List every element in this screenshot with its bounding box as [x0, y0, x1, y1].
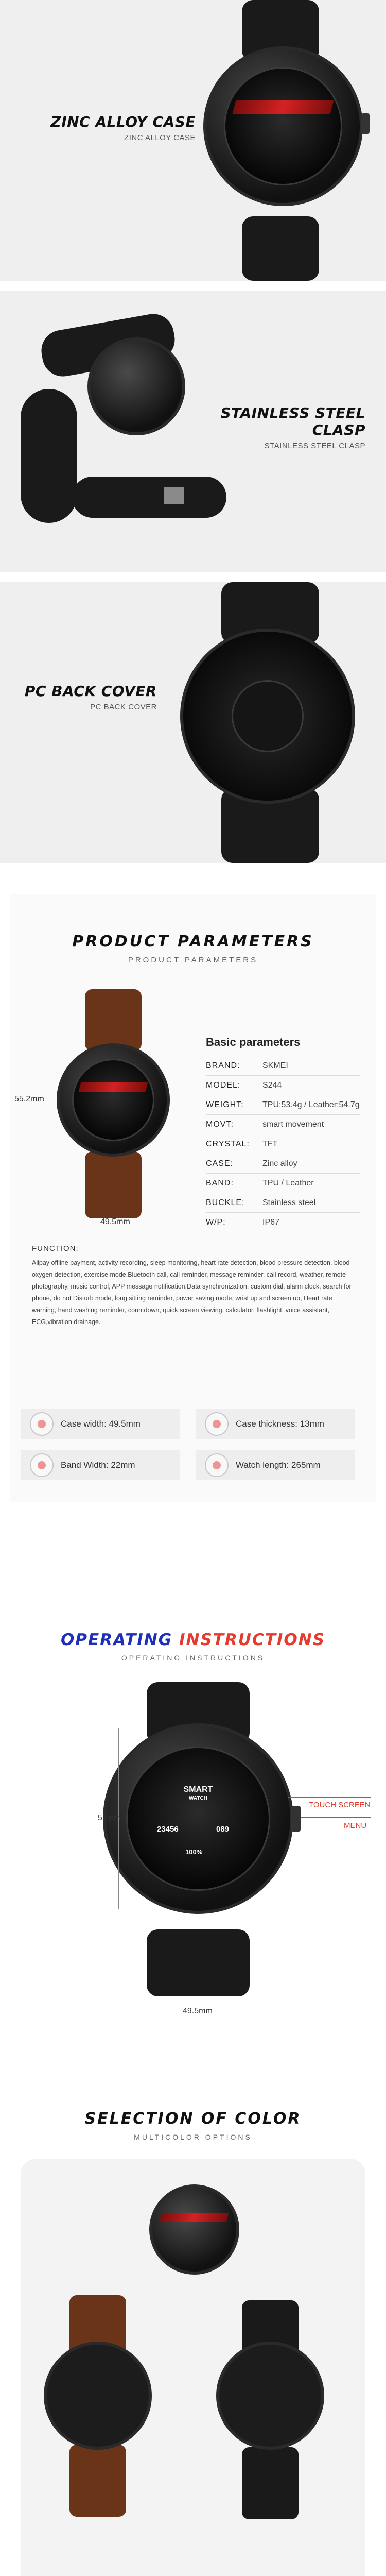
dial-brand-sub: WATCH [189, 1795, 207, 1801]
heart-rate-value: 089 [216, 1825, 230, 1834]
ops-title: OPERATING INSTRUCTIONS [60, 1631, 326, 1649]
param-row: WEIGHT: TPU:53.4g / Leather:54.7g [206, 1095, 360, 1115]
feature-title: STAINLESS STEEL CLASP [220, 404, 365, 438]
feature-zinc-case [0, 0, 386, 281]
spec-card-watch-length: Watch length: 265mm [196, 1450, 355, 1480]
leather-strap-top [85, 989, 142, 1051]
selection-of-color [0, 2074, 386, 2576]
height-label: 55.2mm [14, 1095, 44, 1104]
feature-title-block [0, 683, 157, 711]
watch-strap-bottom [72, 477, 226, 518]
colors-subtitle: MULTICOLOR OPTIONS [134, 2133, 252, 2141]
watch-length-icon [205, 1453, 229, 1477]
watch-dial [72, 1059, 154, 1141]
param-row: CASE: Zinc alloy [206, 1154, 360, 1174]
spec-card-case-thickness: Case thickness: 13mm [196, 1409, 355, 1439]
watch-screen[interactable] [126, 1747, 270, 1891]
params-title: PRODUCT PARAMETERS [72, 933, 314, 951]
feature-steel-clasp [0, 291, 386, 572]
tpu-strap-bottom [242, 2447, 299, 2519]
watch-crown [361, 113, 370, 134]
sensor-area [232, 680, 304, 752]
leather-strap-bottom [69, 2445, 126, 2517]
param-row: MOVT: smart movement [206, 1115, 360, 1134]
param-row: BAND: TPU / Leather [206, 1174, 360, 1193]
feature-subtitle: PC BACK COVER [90, 703, 157, 711]
param-row: CRYSTAL: TFT [206, 1134, 360, 1154]
spec-card-band-width: Band Width: 22mm [21, 1450, 180, 1480]
dial-brand: SMART [183, 1785, 213, 1794]
watch-strap-loop [21, 389, 77, 523]
touch-screen-label: TOUCH SCREEN [309, 1801, 371, 1809]
operating-instructions [0, 1538, 386, 2074]
feature-title-block [31, 113, 196, 142]
case-thickness-icon [205, 1412, 229, 1436]
param-row: BRAND: SKMEI [206, 1056, 360, 1076]
spec-card-case-width: Case width: 49.5mm [21, 1409, 180, 1439]
watch-strap-bottom [147, 1929, 250, 1996]
leather-variant-case [44, 2342, 152, 2450]
band-width-icon [30, 1453, 54, 1477]
watch-dial [224, 67, 342, 185]
feature-title-block [170, 404, 365, 450]
width-label: 49.5mm [183, 2007, 213, 2015]
dial-red-band [78, 1082, 148, 1092]
feature-pc-back [0, 582, 386, 863]
function-title: FUNCTION: [32, 1244, 79, 1253]
colors-title: SELECTION OF COLOR [84, 2110, 302, 2128]
dial-preview [149, 2184, 239, 2275]
param-row: BUCKLE: Stainless steel [206, 1193, 360, 1213]
dial-red-band [233, 100, 334, 114]
touch-screen-line [288, 1797, 371, 1798]
feature-subtitle: STAINLESS STEEL CLASP [264, 442, 365, 450]
param-row: W/P: IP67 [206, 1213, 360, 1232]
feature-subtitle: ZINC ALLOY CASE [124, 133, 196, 142]
case-width-icon [30, 1412, 54, 1436]
params-subtitle: PRODUCT PARAMETERS [128, 956, 258, 964]
menu-crown-button[interactable] [291, 1806, 301, 1832]
ops-subtitle: OPERATING INSTRUCTIONS [121, 1654, 265, 1662]
menu-line [301, 1817, 371, 1818]
param-row: MODEL: S244 [206, 1076, 360, 1095]
basic-params-title: Basic parameters [206, 1036, 301, 1048]
menu-label: MENU [344, 1821, 367, 1830]
watch-strap-bottom [242, 216, 319, 281]
battery-value: 100% [185, 1848, 203, 1856]
steel-clasp [164, 487, 184, 504]
height-label: 53mm [98, 1814, 121, 1822]
feature-title: PC BACK COVER [24, 683, 157, 700]
product-parameters [0, 873, 386, 1538]
leather-strap-bottom [85, 1151, 142, 1218]
steps-value: 23456 [157, 1825, 179, 1834]
feature-title: ZINC ALLOY CASE [50, 113, 196, 130]
function-text: Alipay offline payment, activity recording, sleep monitoring, heart rate detection, blood pressure detection, blood oxygen detection, exercise mode,Bluetooth call, call reminder, message reminder, call record, weather, remote photography, music control, APP message notification,Data synchronization, custom dial, alarm clock, search for phone, do not Disturb mode, long sitting reminder, power saving mode, wrist up and screen up, Heart rate warning, hand washing reminder, countdown, quick screen viewing, calculator, flashlight, voice assistant, ECG,vibration drainage. [32, 1259, 352, 1326]
dial-red-band [160, 2213, 229, 2222]
tpu-variant-case [216, 2342, 324, 2450]
width-label: 49.5mm [100, 1217, 130, 1226]
watch-case-back [87, 337, 185, 435]
